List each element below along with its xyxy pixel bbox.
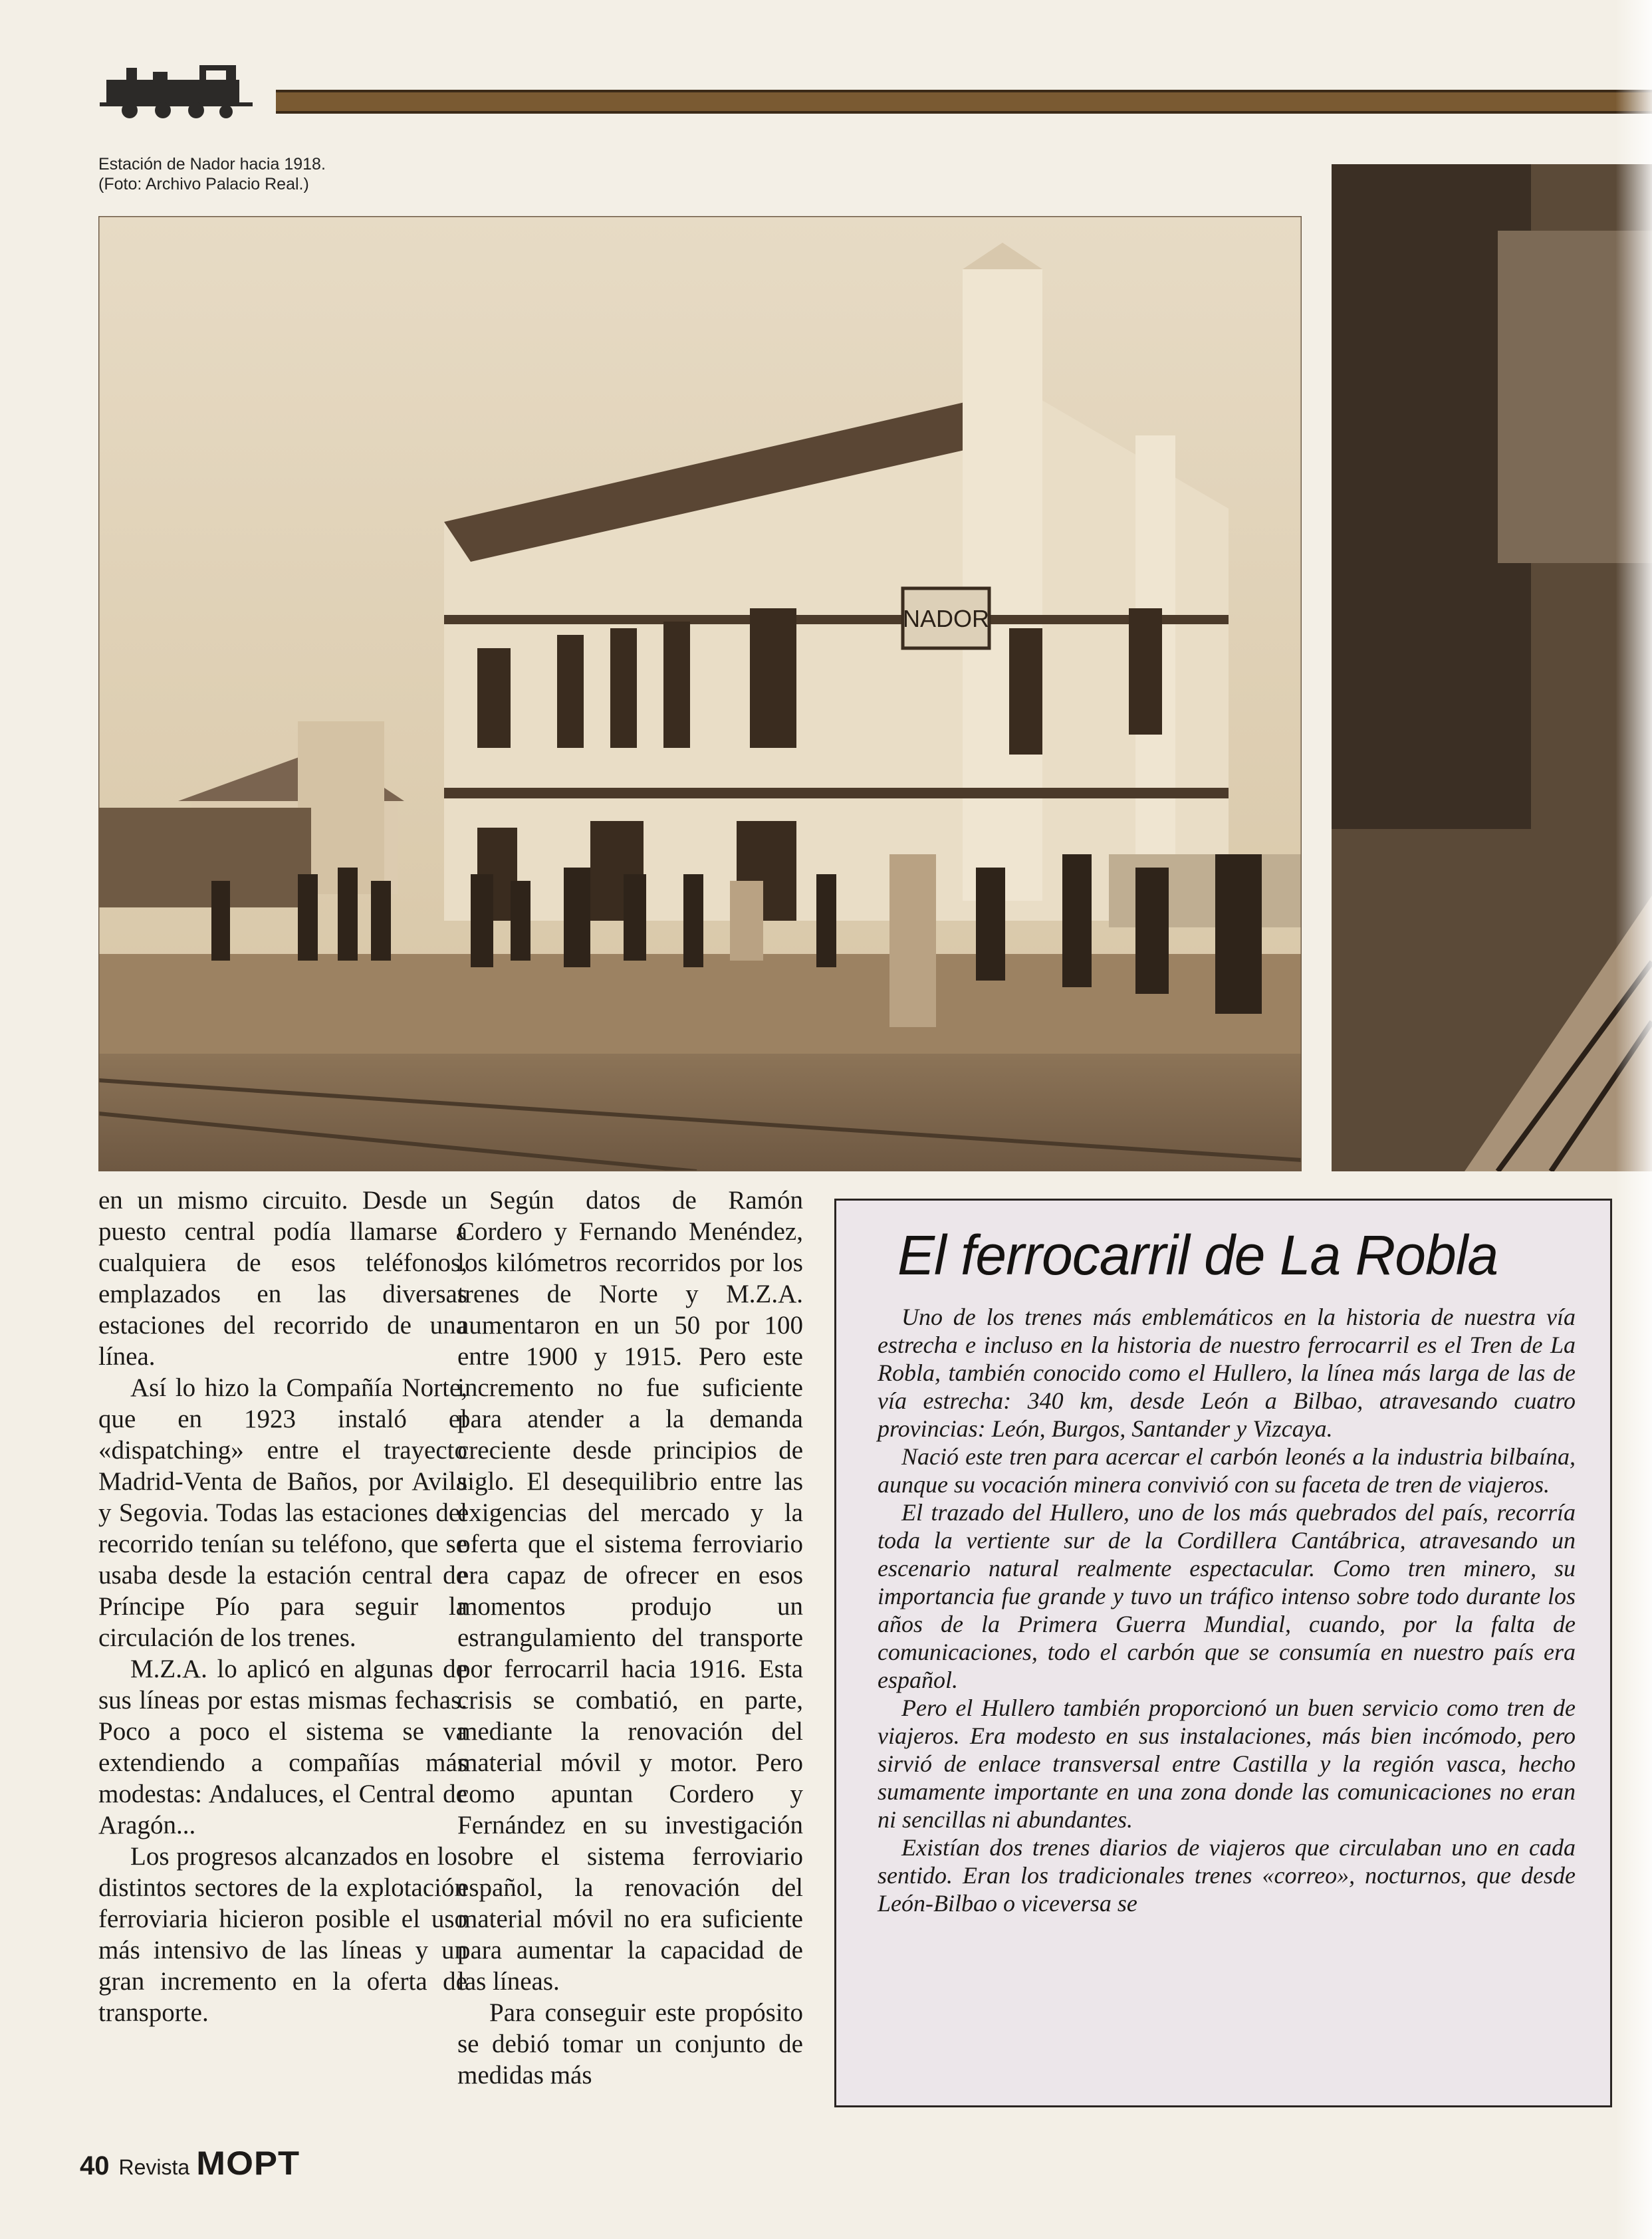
- photo-caption: [98, 154, 364, 194]
- article-column-1: [98, 1185, 467, 2028]
- header-rule: [276, 90, 1652, 114]
- sidebar-paragraph: Uno de los trenes más emblemáticos en la historia de nuestra vía estrecha e incluso en la historia de nuestro ferrocarril es el Tren de La Robla, también conocido como el Hullero, la línea más larga de las de vía estrecha: 340 km, desde León a Bilbao, atravesando cuatro provincias: León, Burgos, Santander y Vizcaya.: [878, 1304, 1576, 1442]
- mountain-railway-photo: [1332, 164, 1652, 1171]
- column-2-paragraph: Según datos de Ramón Cordero y Fernando Menéndez, los kilómetros recorridos por los trenes de Norte y M.Z.A. aumentaron en un 50 por 100 entre 1900 y 1915. Pero este incremento no fue suficiente para atender a la demanda creciente desde principios de siglo. El desequilibrio entre las exigencias del mercado y la oferta que el sistema ferroviario era capaz de ofrecer en esos momentos produjo un estrangulamiento del transporte por ferrocarril hacia 1916. Esta crisis se combatió, en parte, mediante la renovación del material móvil y motor. Pero como apuntan Cordero y Fernández en su investigación sobre el sistema ferroviario español, la renovación del material móvil no era suficiente para aumentar la capacidad de las líneas.: [457, 1186, 803, 1996]
- sidebar-paragraph: El trazado del Hullero, uno de los más quebrados del país, recorría toda la vertiente sur de la Cordillera Cantábrica, atravesando un escenario natural realmente espectacular. Como tren minero, su importancia fue grande y tuvo un tráfico intenso sobre todo durante los años de la Primera Guerra Mundial, cuando, por la falta de comunicaciones, todo el carbón que se consumía en nuestro país era español.: [878, 1499, 1576, 1693]
- caption-line-2: (Foto: Archivo Palacio Real.): [98, 175, 309, 193]
- column-1-paragraph: en un mismo circuito. Desde un puesto central podía llamarse a cualquiera de esos teléfonos, emplazados en las diversas estaciones del recorrido de una línea.: [98, 1186, 467, 1371]
- page-number: 40: [80, 2151, 110, 2180]
- sidebar-paragraph: Pero el Hullero también proporcionó un buen servicio como tren de viajeros. Era modesto en sus instalaciones, más bien incómodo, pero sirvió de enlace transversal entre Castilla y la región vasca, hecho sumamente importante en una zona donde las comunicaciones no eran ni sencillas ni abundantes.: [878, 1695, 1576, 1833]
- sidebar-body: [878, 1303, 1576, 1917]
- magazine-logo: MOPT: [196, 2145, 300, 2182]
- nador-station-photo: [98, 216, 1302, 1171]
- page-footer: [80, 2144, 298, 2184]
- article-column-2: [457, 1185, 803, 2091]
- column-1-paragraph: Así lo hizo la Compañía Norte, que en 1923 instaló el «dispatching» entre el trayecto Madrid-Venta de Baños, por Avila y Segovia. Todas las estaciones del recorrido tenían su teléfono, que se usaba desde la estación central de Príncipe Pío para seguir la circulación de los trenes.: [98, 1373, 467, 1652]
- sidebar-title: El ferrocarril de La Robla: [897, 1224, 1498, 1286]
- column-1-paragraph: Los progresos alcanzados en los distintos sectores de la explotación ferroviaria hicieron posible el uso más intensivo de las líneas y un gran incremento en la oferta de transporte.: [98, 1842, 467, 2027]
- locomotive-icon: [100, 60, 259, 121]
- column-2-paragraph: Para conseguir este propósito se debió tomar un conjunto de medidas más: [457, 1998, 803, 2089]
- magazine-label: Revista: [118, 2155, 190, 2179]
- sidebar-paragraph: Existían dos trenes diarios de viajeros que circulaban uno en cada sentido. Eran los tradicionales trenes «correo», nocturnos, que desde León-Bilbao o viceversa se: [878, 1834, 1576, 1917]
- sidebar-paragraph: Nació este tren para acercar el carbón leonés a la industria bilbaína, aunque su vocación minera convivió con su faceta de tren de viajeros.: [878, 1443, 1576, 1498]
- station-sign: NADOR: [902, 605, 990, 632]
- caption-line-1: Estación de Nador hacia 1918.: [98, 155, 326, 174]
- page-gutter-shadow: [1615, 0, 1652, 2239]
- column-1-paragraph: M.Z.A. lo aplicó en algunas de sus líneas por estas mismas fechas. Poco a poco el sistema se va extendiendo a compañías más modestas: Andaluces, el Central de Aragón...: [98, 1655, 467, 1839]
